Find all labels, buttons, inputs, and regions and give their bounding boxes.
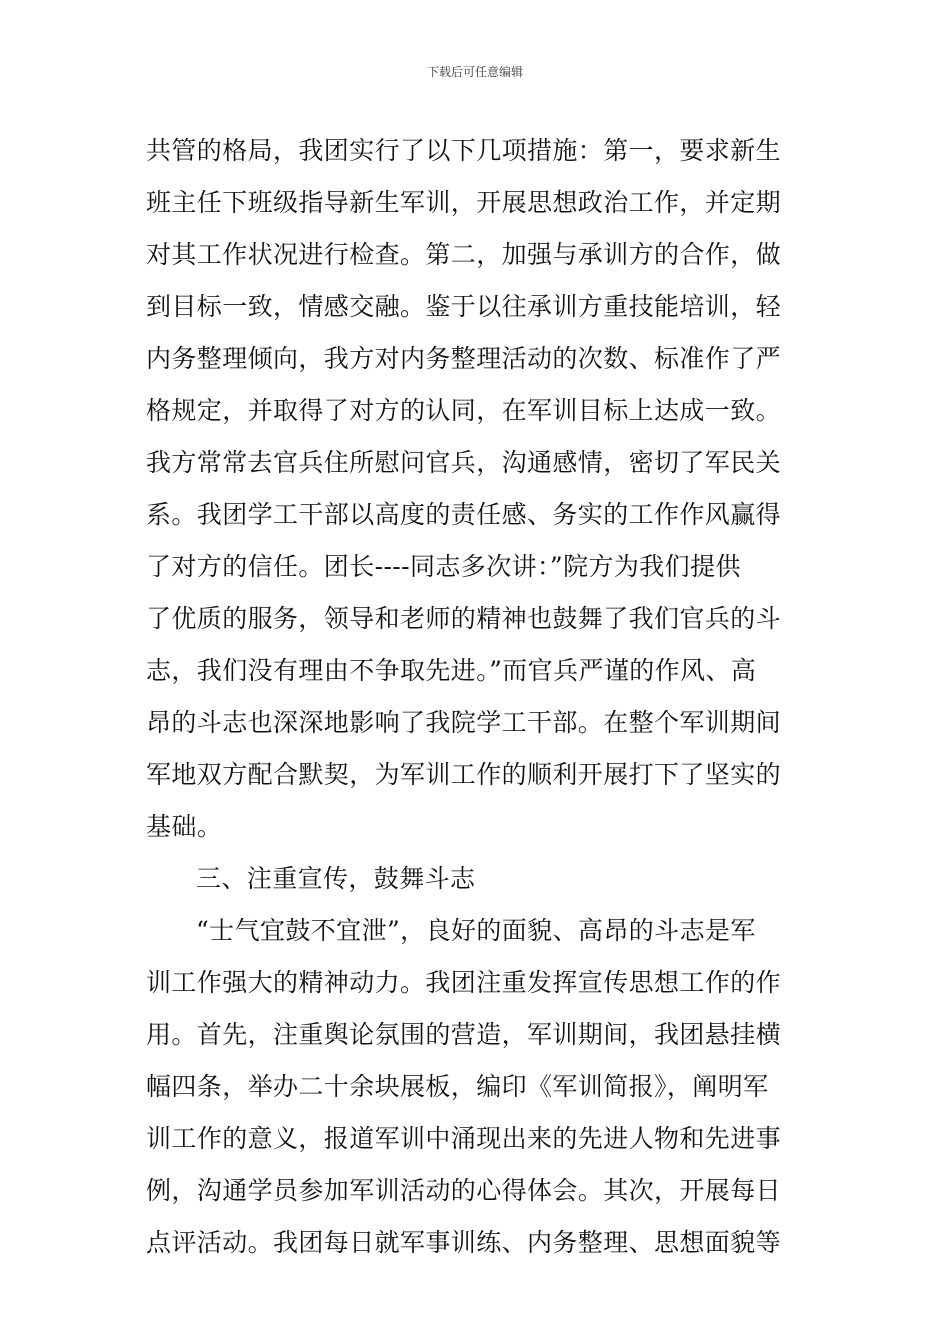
text-line: 共管的格局，我团实行了以下几项措施：第一，要求新生 bbox=[146, 136, 782, 165]
text-line: 基础。 bbox=[146, 812, 223, 841]
section-heading: 三、注重宣传，鼓舞斗志 bbox=[196, 864, 476, 893]
text-line: 内务整理倾向，我方对内务整理活动的次数、标准作了严 bbox=[146, 344, 782, 373]
text-line: 了优质的服务，领导和老师的精神也鼓舞了我们官兵的斗 bbox=[146, 604, 782, 633]
text-line: 我方常常去官兵住所慰问官兵，沟通感情，密切了军民关 bbox=[146, 448, 782, 477]
text-line: “士气宜鼓不宜泄”，良好的面貌、高昂的斗志是军 bbox=[196, 916, 756, 945]
text-line: 到目标一致，情感交融。鉴于以往承训方重技能培训，轻 bbox=[146, 292, 782, 321]
text-line: 幅四条，举办二十余块展板，编印《军训简报》，阐明军 bbox=[146, 1072, 769, 1101]
text-line: 了对方的信任。团长----同志多次讲：”院方为我们提供 bbox=[146, 552, 741, 581]
text-line: 用。首先，注重舆论氛围的营造，军训期间，我团悬挂横 bbox=[146, 1020, 782, 1049]
text-line: 训工作强大的精神动力。我团注重发挥宣传思想工作的作 bbox=[146, 968, 782, 997]
text-line: 点评活动。我团每日就军事训练、内务整理、思想面貌等 bbox=[146, 1228, 782, 1257]
text-line: 训工作的意义，报道军训中涌现出来的先进人物和先进事 bbox=[146, 1124, 782, 1153]
text-line: 系。我团学工干部以高度的责任感、务实的工作作风赢得 bbox=[146, 500, 782, 529]
text-line: 班主任下班级指导新生军训，开展思想政治工作，并定期 bbox=[146, 188, 782, 217]
text-line: 对其工作状况进行检查。第二，加强与承训方的合作，做 bbox=[146, 240, 782, 269]
text-line: 军地双方配合默契，为军训工作的顺利开展打下了坚实的 bbox=[146, 760, 782, 789]
document-body bbox=[146, 125, 811, 1269]
text-line: 志，我们没有理由不争取先进。”而官兵严谨的作风、高 bbox=[146, 656, 757, 685]
text-line: 昂的斗志也深深地影响了我院学工干部。在整个军训期间 bbox=[146, 708, 782, 737]
text-line: 格规定，并取得了对方的认同，在军训目标上达成一致。 bbox=[146, 396, 782, 425]
page-header: 下载后可任意编辑 bbox=[426, 65, 523, 79]
text-line: 例，沟通学员参加军训活动的心得体会。其次，开展每日 bbox=[146, 1176, 782, 1205]
